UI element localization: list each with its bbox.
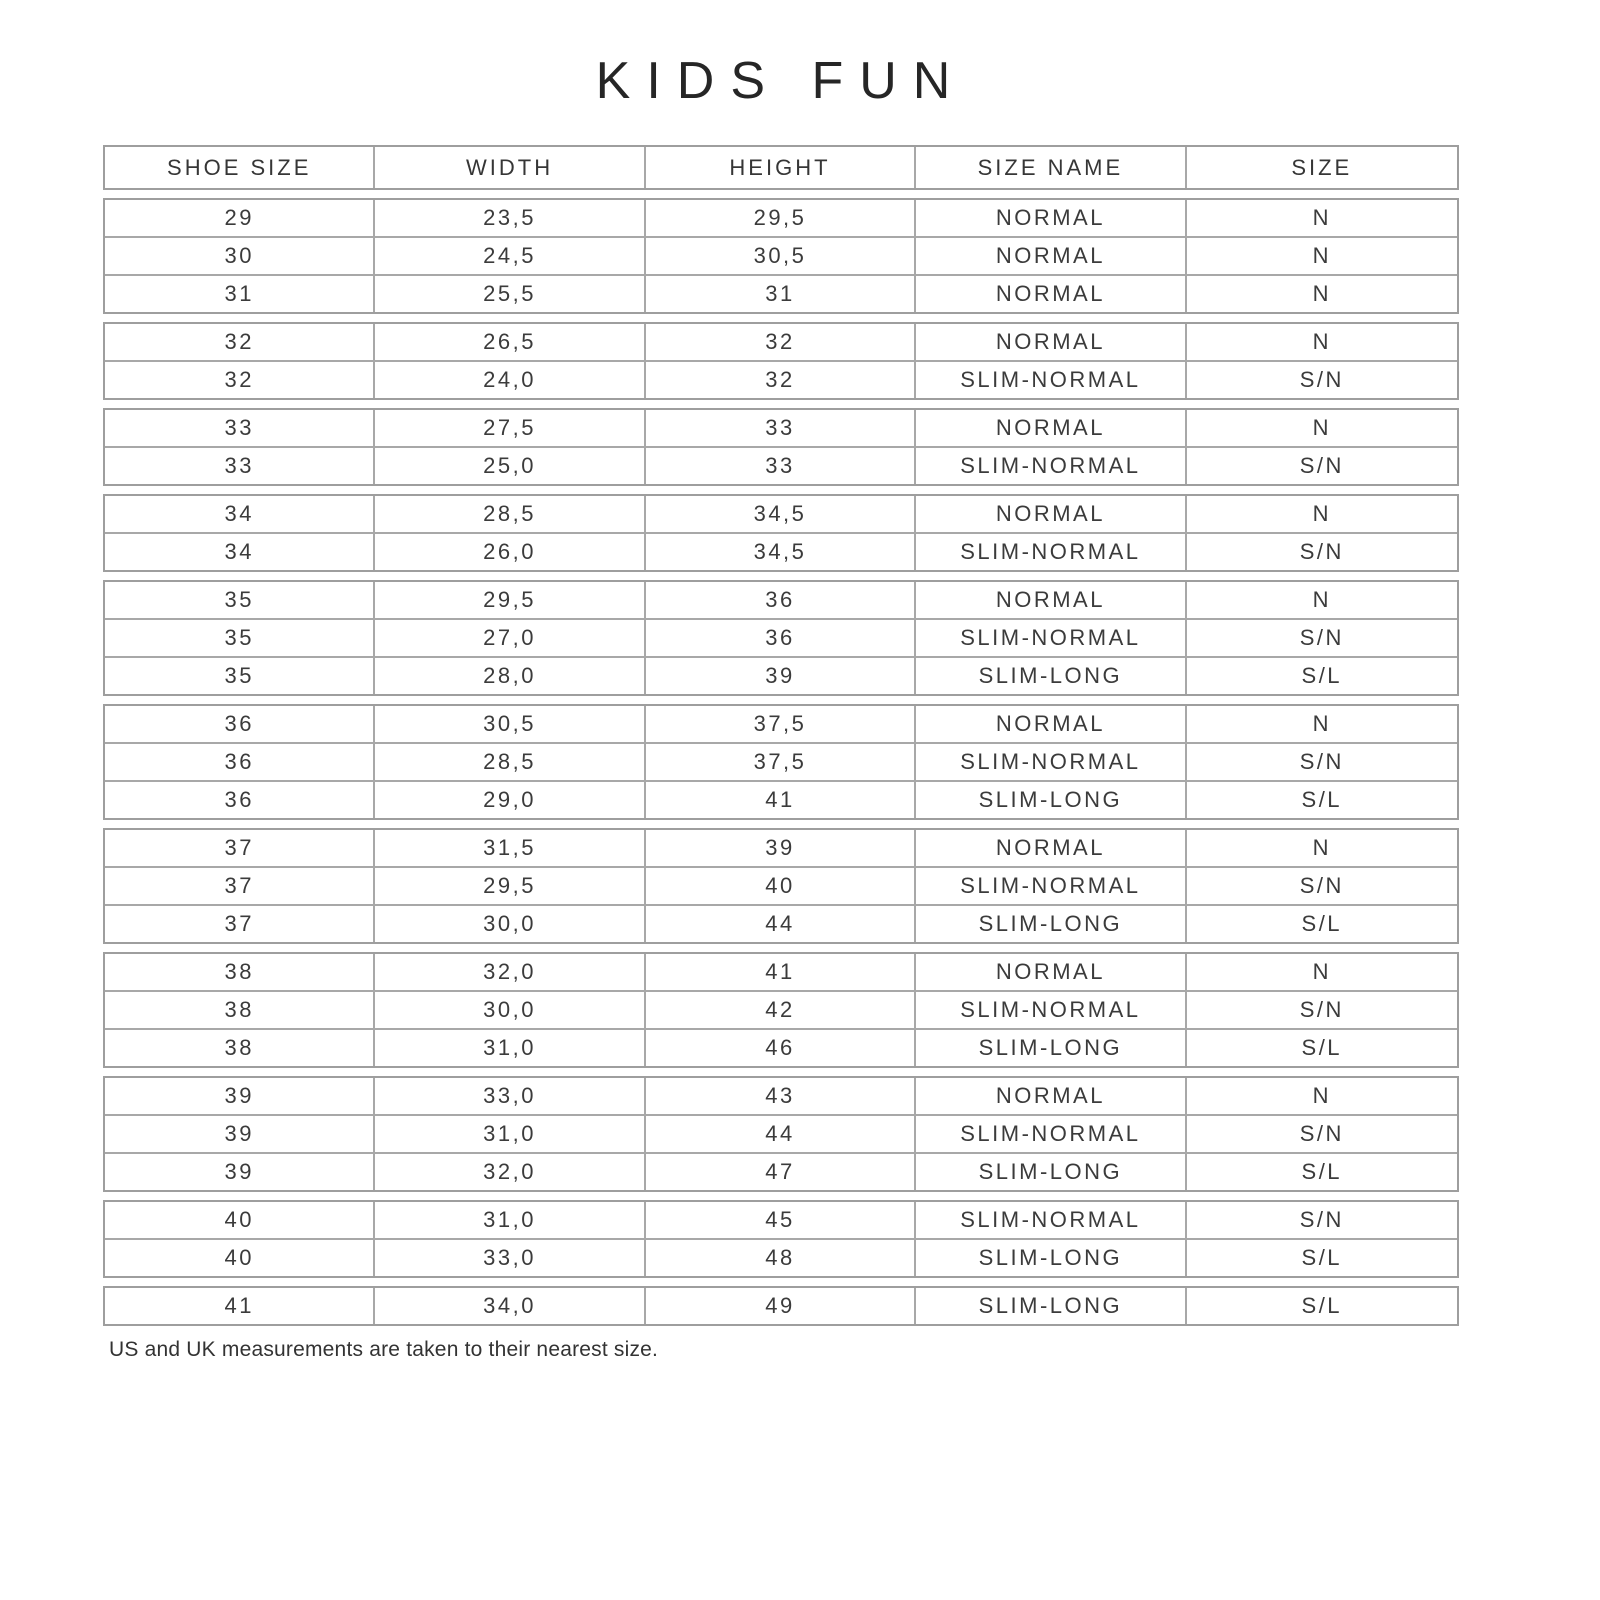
table-row-group (103, 322, 1459, 400)
table-row (105, 446, 1457, 484)
table-header-cell: HEIGHT (646, 147, 916, 188)
table-cell: SLIM-NORMAL (916, 1116, 1186, 1152)
table-header-block (103, 145, 1459, 190)
table-cell: 34 (105, 496, 375, 532)
table-cell: 30,0 (375, 992, 645, 1028)
table-cell: NORMAL (916, 200, 1186, 236)
table-cell: 37 (105, 868, 375, 904)
table-cell: NORMAL (916, 706, 1186, 742)
table-cell: SLIM-NORMAL (916, 868, 1186, 904)
table-cell: 38 (105, 1030, 375, 1066)
content-area (103, 0, 1459, 1362)
table-cell: 27,5 (375, 410, 645, 446)
table-cell: NORMAL (916, 954, 1186, 990)
table-cell: NORMAL (916, 830, 1186, 866)
table-cell: 28,5 (375, 744, 645, 780)
table-cell: N (1312, 329, 1331, 354)
table-cell: N (1312, 587, 1331, 612)
table-cell: 30,5 (646, 238, 916, 274)
table-row (105, 656, 1457, 694)
table-row (105, 780, 1457, 818)
table-cell: 30,5 (375, 706, 645, 742)
table-cell: S/L (1301, 663, 1343, 688)
table-cell: 39 (105, 1154, 375, 1190)
table-cell: S/N (1299, 1121, 1344, 1146)
table-cell: SLIM-LONG (916, 1030, 1186, 1066)
table-cell: 30,0 (375, 906, 645, 942)
table-cell: 34,5 (646, 534, 916, 570)
table-cell: SLIM-NORMAL (916, 620, 1186, 656)
table-cell: 37 (105, 906, 375, 942)
table-cell: 33 (646, 410, 916, 446)
table-cell: N (1312, 243, 1331, 268)
table-cell: 33 (105, 448, 375, 484)
table-cell: NORMAL (916, 1078, 1186, 1114)
table-cell: 27,0 (375, 620, 645, 656)
table-cell: 31,0 (375, 1116, 645, 1152)
table-header-cell: SIZE (1291, 154, 1353, 180)
table-row (105, 200, 1457, 236)
table-cell: 41 (646, 954, 916, 990)
table-row-group (103, 1076, 1459, 1192)
table-cell: NORMAL (916, 238, 1186, 274)
table-cell: 34 (105, 534, 375, 570)
table-cell: N (1312, 415, 1331, 440)
table-cell: 47 (646, 1154, 916, 1190)
table-cell: 23,5 (375, 200, 645, 236)
table-cell: 46 (646, 1030, 916, 1066)
table-cell: 31,5 (375, 830, 645, 866)
table-cell: 26,5 (375, 324, 645, 360)
table-cell: S/N (1299, 1207, 1344, 1232)
table-header-cell: SIZE NAME (916, 147, 1186, 188)
table-row (105, 532, 1457, 570)
table-cell: 29,5 (375, 582, 645, 618)
table-cell: 32 (646, 324, 916, 360)
table-cell: N (1312, 959, 1331, 984)
table-row (105, 582, 1457, 618)
table-cell: 35 (105, 620, 375, 656)
table-cell: 32 (105, 324, 375, 360)
table-row-group (103, 704, 1459, 820)
table-cell: 37,5 (646, 744, 916, 780)
table-cell: 35 (105, 582, 375, 618)
table-cell: 45 (646, 1202, 916, 1238)
table-cell: 28,5 (375, 496, 645, 532)
table-cell: 35 (105, 658, 375, 694)
table-cell: 36 (646, 582, 916, 618)
table-cell: S/L (1301, 1159, 1343, 1184)
table-row-group (103, 828, 1459, 944)
table-cell: 38 (105, 992, 375, 1028)
table-cell: SLIM-NORMAL (916, 362, 1186, 398)
table-cell: S/L (1301, 1035, 1343, 1060)
table-cell: 33,0 (375, 1240, 645, 1276)
table-cell: S/N (1299, 997, 1344, 1022)
table-cell: 29,0 (375, 782, 645, 818)
table-row-group (103, 952, 1459, 1068)
table-cell: 40 (105, 1240, 375, 1276)
table-cell: SLIM-NORMAL (916, 448, 1186, 484)
table-cell: 36 (105, 744, 375, 780)
table-row (105, 618, 1457, 656)
table-cell: N (1312, 501, 1331, 526)
table-cell: NORMAL (916, 324, 1186, 360)
table-cell: 36 (105, 706, 375, 742)
table-cell: 25,5 (375, 276, 645, 312)
table-row (105, 236, 1457, 274)
table-cell: 30 (105, 238, 375, 274)
table-cell: 29,5 (646, 200, 916, 236)
table-cell: 34,0 (375, 1288, 645, 1324)
table-cell: S/N (1299, 367, 1344, 392)
table-cell: S/L (1301, 911, 1343, 936)
table-row (105, 1078, 1457, 1114)
table-cell: S/N (1299, 453, 1344, 478)
table-row (105, 1114, 1457, 1152)
table-row (105, 904, 1457, 942)
table-cell: NORMAL (916, 582, 1186, 618)
table-cell: 24,5 (375, 238, 645, 274)
table-cell: SLIM-LONG (916, 658, 1186, 694)
table-cell: NORMAL (916, 276, 1186, 312)
table-cell: 28,0 (375, 658, 645, 694)
table-cell: S/N (1299, 873, 1344, 898)
table-cell: S/L (1301, 1245, 1343, 1270)
table-cell: 29 (105, 200, 375, 236)
table-row (105, 1202, 1457, 1238)
table-cell: 36 (105, 782, 375, 818)
table-header-row (105, 147, 1457, 188)
table-cell: S/L (1301, 787, 1343, 812)
table-header-cell: WIDTH (375, 147, 645, 188)
table-cell: 29,5 (375, 868, 645, 904)
table-cell: N (1312, 1083, 1331, 1108)
table-cell: SLIM-NORMAL (916, 534, 1186, 570)
table-cell: SLIM-NORMAL (916, 744, 1186, 780)
table-cell: N (1312, 835, 1331, 860)
table-cell: 39 (646, 658, 916, 694)
table-cell: 42 (646, 992, 916, 1028)
table-cell: 32,0 (375, 954, 645, 990)
table-cell: 32 (105, 362, 375, 398)
table-cell: SLIM-LONG (916, 906, 1186, 942)
table-cell: S/N (1299, 749, 1344, 774)
table-cell: 33 (646, 448, 916, 484)
table-cell: 48 (646, 1240, 916, 1276)
table-cell: S/L (1301, 1293, 1343, 1318)
table-cell: N (1312, 281, 1331, 306)
table-cell: 33 (105, 410, 375, 446)
table-row-group (103, 494, 1459, 572)
table-row (105, 496, 1457, 532)
table-cell: 24,0 (375, 362, 645, 398)
table-cell: 43 (646, 1078, 916, 1114)
table-cell: 33,0 (375, 1078, 645, 1114)
table-cell: 36 (646, 620, 916, 656)
table-row (105, 830, 1457, 866)
table-cell: N (1312, 711, 1331, 736)
table-row (105, 866, 1457, 904)
table-row (105, 954, 1457, 990)
table-cell: 44 (646, 906, 916, 942)
table-cell: N (1312, 205, 1331, 230)
table-row-group (103, 408, 1459, 486)
table-row (105, 990, 1457, 1028)
table-cell: SLIM-NORMAL (916, 1202, 1186, 1238)
table-cell: 25,0 (375, 448, 645, 484)
table-cell: 31,0 (375, 1202, 645, 1238)
table-cell: SLIM-LONG (916, 1288, 1186, 1324)
table-cell: 31 (646, 276, 916, 312)
table-row (105, 410, 1457, 446)
table-cell: 38 (105, 954, 375, 990)
table-cell: 40 (105, 1202, 375, 1238)
table-cell: 39 (105, 1078, 375, 1114)
table-cell: SLIM-LONG (916, 1154, 1186, 1190)
table-cell: NORMAL (916, 496, 1186, 532)
table-header-cell: SHOE SIZE (105, 147, 375, 188)
table-cell: 31,0 (375, 1030, 645, 1066)
table-row (105, 1028, 1457, 1066)
table-cell: 41 (105, 1288, 375, 1324)
size-table (103, 145, 1459, 1326)
table-cell: 49 (646, 1288, 916, 1324)
table-cell: 41 (646, 782, 916, 818)
table-row (105, 274, 1457, 312)
table-row-group (103, 1286, 1459, 1326)
table-cell: 37,5 (646, 706, 916, 742)
page-title: KIDS FUN (595, 52, 967, 110)
table-cell: S/N (1299, 539, 1344, 564)
table-cell: 32,0 (375, 1154, 645, 1190)
table-row (105, 1152, 1457, 1190)
table-body (103, 198, 1459, 1326)
table-cell: 34,5 (646, 496, 916, 532)
table-cell: SLIM-NORMAL (916, 992, 1186, 1028)
table-row-group (103, 1200, 1459, 1278)
table-row-group (103, 580, 1459, 696)
table-cell: NORMAL (916, 410, 1186, 446)
table-cell: S/N (1299, 625, 1344, 650)
table-row (105, 1238, 1457, 1276)
table-cell: 39 (105, 1116, 375, 1152)
table-cell: 40 (646, 868, 916, 904)
table-row (105, 742, 1457, 780)
table-row (105, 1288, 1457, 1324)
table-row-group (103, 198, 1459, 314)
table-cell: 37 (105, 830, 375, 866)
table-row (105, 360, 1457, 398)
table-cell: 31 (105, 276, 375, 312)
table-cell: 26,0 (375, 534, 645, 570)
table-cell: 44 (646, 1116, 916, 1152)
table-cell: 32 (646, 362, 916, 398)
table-row (105, 706, 1457, 742)
table-cell: 39 (646, 830, 916, 866)
footnote-text: US and UK measurements are taken to their nearest size. (109, 1338, 659, 1361)
table-row (105, 324, 1457, 360)
table-cell: SLIM-LONG (916, 782, 1186, 818)
table-cell: SLIM-LONG (916, 1240, 1186, 1276)
